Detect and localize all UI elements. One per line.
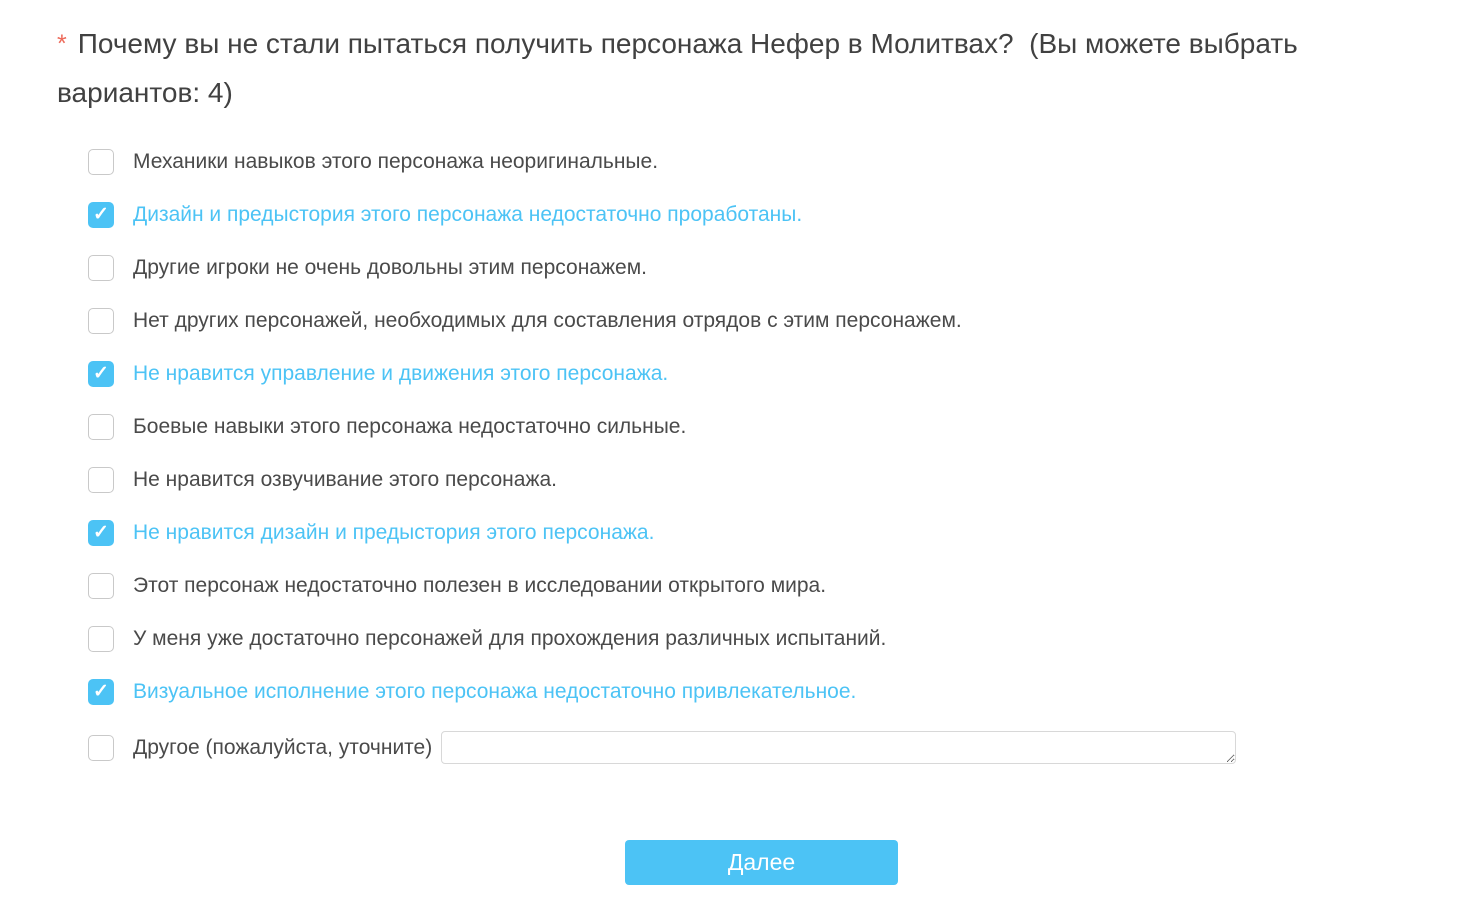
option-checkbox[interactable] [88,308,114,334]
option-row [88,148,1458,175]
option-checkbox[interactable] [88,414,114,440]
option-row [88,466,1458,493]
option-label[interactable]: У меня уже достаточно персонажей для прохождения различных испытаний. [133,626,887,650]
option-label[interactable]: Механики навыков этого персонажа неоригинальные. [133,149,659,173]
other-specify-input[interactable] [441,731,1236,764]
option-checkbox[interactable] [88,520,114,546]
option-label[interactable]: Дизайн и предыстория этого персонажа недостаточно проработаны. [133,202,803,226]
option-checkbox[interactable] [88,361,114,387]
option-row [88,201,1458,228]
option-checkbox[interactable] [88,255,114,281]
required-asterisk: * [57,30,67,58]
question-block [57,20,1352,117]
option-row [88,360,1458,387]
checkmark-icon: ✓ [93,681,109,702]
option-label[interactable]: Не нравится управление и движения этого персонажа. [133,361,669,385]
next-button[interactable]: Далее [625,840,898,885]
option-label[interactable]: Визуальное исполнение этого персонажа недостаточно привлекательное. [133,679,857,703]
options-list [88,148,1458,764]
option-row [88,307,1458,334]
option-row [88,678,1458,705]
option-row [88,254,1458,281]
checkmark-icon: ✓ [93,363,109,384]
option-checkbox[interactable] [88,573,114,599]
option-row [88,731,1458,764]
option-row [88,625,1458,652]
option-label[interactable]: Нет других персонажей, необходимых для составления отрядов с этим персонажем. [133,308,962,332]
option-row [88,572,1458,599]
option-row [88,413,1458,440]
option-checkbox[interactable] [88,467,114,493]
checkmark-icon: ✓ [93,522,109,543]
option-checkbox[interactable] [88,626,114,652]
question-title: Почему вы не стали пытаться получить персонажа Нефер в Молитвах? (Вы можете выбрать вариантов: 4) [57,28,1306,108]
button-row [625,840,1458,885]
option-checkbox[interactable] [88,679,114,705]
option-label[interactable]: Этот персонаж недостаточно полезен в исследовании открытого мира. [133,573,827,597]
option-label[interactable]: Боевые навыки этого персонажа недостаточно сильные. [133,414,687,438]
option-checkbox[interactable] [88,202,114,228]
option-checkbox[interactable] [88,149,114,175]
option-row [88,519,1458,546]
option-checkbox[interactable] [88,735,114,761]
option-label[interactable]: Другое (пожалуйста, уточните) [133,735,433,759]
option-label[interactable]: Другие игроки не очень довольны этим персонажем. [133,255,647,279]
option-label[interactable]: Не нравится дизайн и предыстория этого персонажа. [133,520,655,544]
checkmark-icon: ✓ [93,204,109,225]
option-label[interactable]: Не нравится озвучивание этого персонажа. [133,467,557,491]
